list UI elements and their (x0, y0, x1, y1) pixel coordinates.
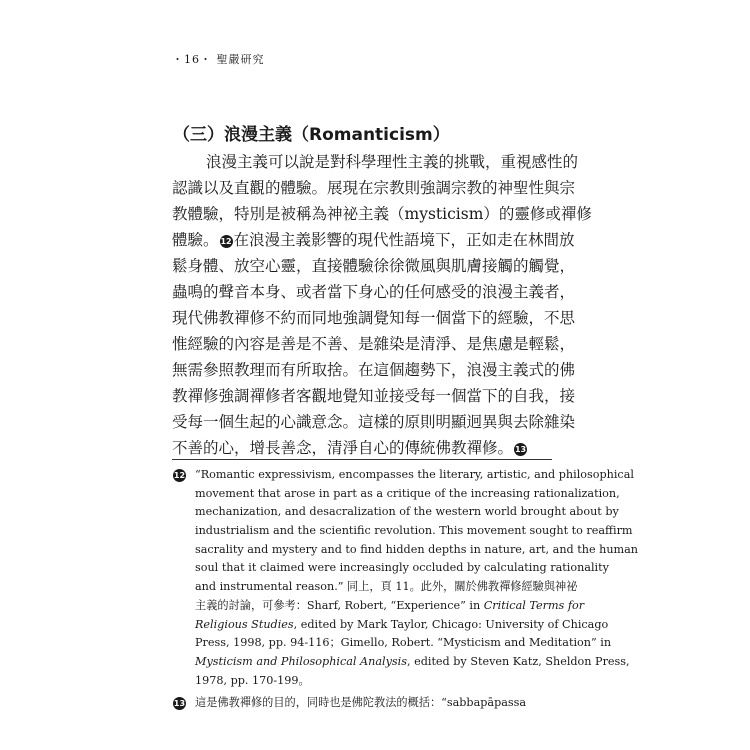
footnote-line: and instrumental reason.” 同上，頁 11。此外，關於佛教禪修經驗與神祕 (195, 580, 578, 594)
body-line: 無需參照教理而有所取捨。在這個趨勢下，浪漫主義式的佛 (172, 361, 576, 379)
body-line: 受每一個生起的心識意念。這樣的原則明顯迥異與去除雜染 (172, 413, 576, 431)
footnote-line: mechanization, and desacralization of the western world brought about by (195, 505, 619, 519)
footnote-ref-13[interactable]: 13 (514, 444, 527, 454)
footnote-divider (172, 459, 552, 460)
footnote-line: movement that arose in part as a critique of the increasing rationalization, (195, 486, 620, 500)
body-line-text: 體驗。 (172, 231, 219, 249)
footnote-marker-13: 13 (173, 699, 186, 709)
body-line: 教體驗，特別是被稱為神祕主義（mysticism）的靈修或禪修 (172, 205, 592, 223)
footnote-12 (172, 466, 639, 690)
running-head: ・16・ 聖嚴研究 (172, 53, 265, 66)
footnote-line: Press, 1998, pp. 94-116；Gimello, Robert. “Mysticism and Meditation” in (195, 636, 612, 650)
footnotes (172, 466, 639, 713)
body-line: 惟經驗的內容是善是不善、是雜染是清淨、是焦慮是輕鬆， (172, 335, 576, 353)
section-heading: （三）浪漫主義（Romanticism） (173, 125, 450, 145)
body-line (172, 227, 575, 253)
footnote-line: 這是佛教禪修的目的，同時也是佛陀教法的概括：“sabbapāpassa (195, 696, 527, 710)
footnote-line (195, 616, 609, 635)
body-text (172, 149, 592, 461)
book-title: Mysticism and Philosophical Analysis (195, 654, 407, 668)
book-title: Critical Terms for (483, 598, 585, 612)
footnote-text: , edited by Mark Taylor, Chicago: University of Chicago (293, 617, 609, 631)
footnote-line: soul that it claimed were increasingly occluded by calculating rationality (195, 561, 609, 575)
footnote-line: “Romantic expressivism, encompasses the literary, artistic, and philosophical (195, 468, 634, 481)
footnote-line (195, 653, 630, 672)
footnote-marker-12: 12 (173, 471, 186, 480)
body-line (172, 435, 562, 461)
footnote-text: 主義的討論，可參考：Sharf, Robert, “Experience” in (195, 598, 484, 612)
footnote-ref-12[interactable]: 12 (220, 236, 232, 246)
body-line-text: 不善的心，增長善念，清淨自心的傳統佛教禪修。 (172, 439, 514, 457)
footnote-line: 1978, pp. 170-199。 (195, 673, 310, 687)
footnote-text: , edited by Steven Katz, Sheldon Press, (406, 654, 630, 668)
footnote-13 (172, 694, 562, 713)
body-line-text: 在浪漫主義影響的現代性語境下，正如走在林間放 (233, 231, 575, 249)
footnote-line: sacrality and mystery and to find hidden depths in nature, art, and the human (195, 542, 639, 556)
footnote-line: industrialism and the scientific revolution. This movement sought to reaffirm (195, 524, 633, 538)
body-line: 現代佛教禪修不約而同地強調覺知每一個當下的經驗，不思 (172, 309, 576, 327)
body-line: 鬆身體、放空心靈，直接體驗徐徐微風與肌膚接觸的觸覺， (172, 257, 576, 275)
body-line: 認識以及直觀的體驗。展現在宗教則強調宗教的神聖性與宗 (172, 179, 576, 197)
body-line: 浪漫主義可以說是對科學理性主義的挑戰，重視感性的 (206, 153, 579, 171)
body-line: 蟲鳴的聲音本身、或者當下身心的任何感受的浪漫主義者， (172, 283, 576, 301)
footnote-line (195, 597, 585, 616)
body-line: 教禪修強調禪修者客觀地覺知並接受每一個當下的自我，接 (172, 387, 576, 405)
book-title: Religious Studies (195, 617, 294, 631)
